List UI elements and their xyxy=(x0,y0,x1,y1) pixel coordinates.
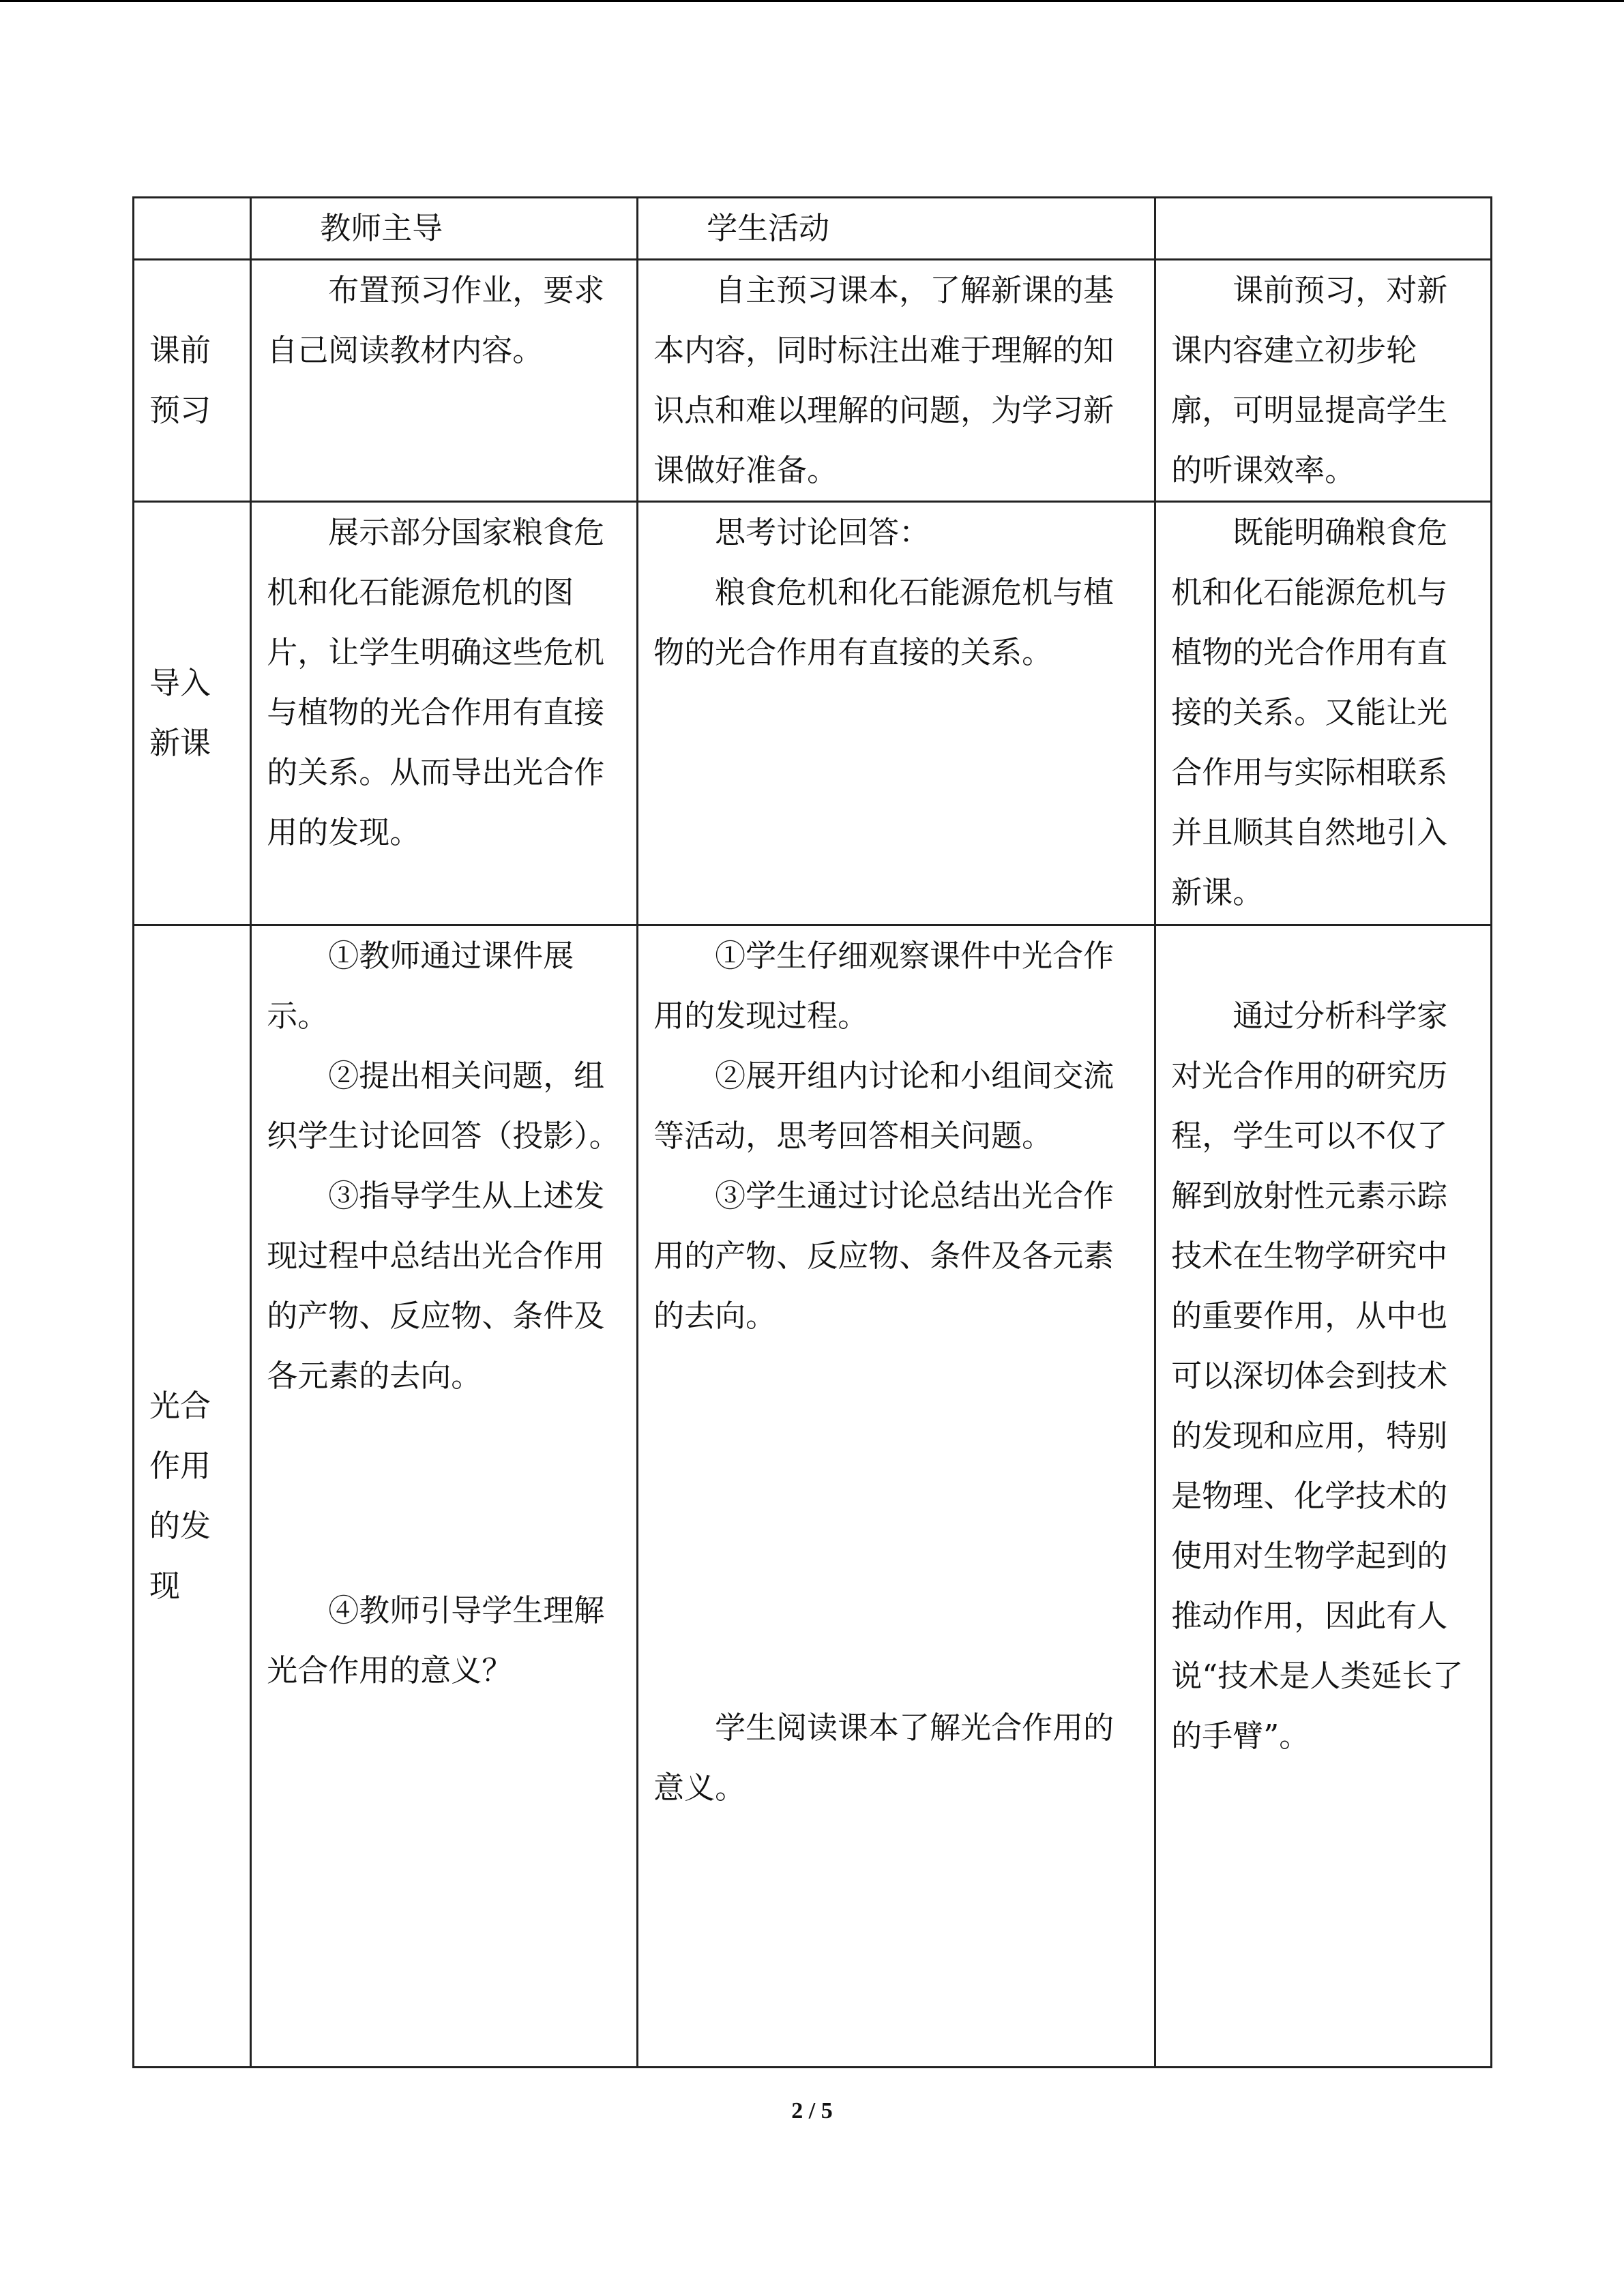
intent-cell xyxy=(1155,260,1492,502)
student-cell xyxy=(638,260,1155,502)
student-paragraph: ③学生通过讨论总结出光合作用的产物、反应物、条件及各元素的去向。 xyxy=(653,1178,1114,1334)
student-paragraph: ①学生仔细观察课件中光合作用的发现过程。 xyxy=(653,938,1114,1034)
header-intent-cell xyxy=(1155,198,1492,260)
stage-label: 光合作用的发现 xyxy=(149,1388,211,1604)
header-teacher-cell xyxy=(251,198,638,260)
table-row xyxy=(134,260,1492,502)
student-cell xyxy=(638,502,1155,925)
student-paragraph: ②展开组内讨论和小组间交流等活动，思考回答相关问题。 xyxy=(653,1058,1114,1154)
paragraph-spacer xyxy=(267,1406,623,1581)
teacher-cell xyxy=(251,260,638,502)
intent-paragraph: 课前预习，对新课内容建立初步轮廓，可明显提高学生的听课效率。 xyxy=(1171,272,1448,488)
teacher-paragraph: ①教师通过课件展示。 xyxy=(267,938,574,1034)
stage-cell xyxy=(134,925,251,2068)
header-teacher-label: 教师主导 xyxy=(320,210,443,246)
stage-cell xyxy=(134,502,251,925)
teacher-paragraph: ④教师引导学生理解光合作用的意义？ xyxy=(267,1592,605,1688)
table-row xyxy=(134,502,1492,925)
teacher-paragraph: 展示部分国家粮食危机和化石能源危机的图片，让学生明确这些危机与植物的光合作用有直接的关系。从而导出光合作用的发现。 xyxy=(267,514,605,850)
teacher-cell xyxy=(251,502,638,925)
header-stage-cell xyxy=(134,198,251,260)
lesson-plan-table xyxy=(132,196,1492,2068)
student-paragraph: 学生阅读课本了解光合作用的意义。 xyxy=(653,1710,1114,1806)
table-header-row xyxy=(134,198,1492,260)
stage-cell xyxy=(134,260,251,502)
intent-paragraph: 通过分析科学家对光合作用的研究历程，学生可以不仅了解到放射性元素示踪技术在生物学研究中的重要作用，从中也可以深切体会到技术的发现和应用，特别是物理、化学技术的使用对生物学起到的推动作用，因此有人说“技术是人类延长了的手臂”。 xyxy=(1171,998,1464,1754)
intent-cell xyxy=(1155,502,1492,925)
student-cell xyxy=(638,925,1155,2068)
student-paragraph: 思考讨论回答： xyxy=(715,514,930,550)
page-top-border xyxy=(0,0,1624,2)
table-row xyxy=(134,925,1492,2068)
stage-label: 导入新课 xyxy=(149,665,211,761)
stage-label: 课前预习 xyxy=(149,332,211,428)
student-paragraph: 自主预习课本，了解新课的基本内容，同时标注出难于理解的知识点和难以理解的问题，为学习新课做好准备。 xyxy=(653,272,1114,488)
teacher-paragraph: 布置预习作业，要求自己阅读教材内容。 xyxy=(267,272,605,368)
teacher-paragraph: ②提出相关问题，组织学生讨论回答（投影）。 xyxy=(267,1058,620,1154)
student-paragraph: 粮食危机和化石能源危机与植物的光合作用有直接的关系。 xyxy=(653,574,1114,670)
teacher-cell xyxy=(251,925,638,2068)
header-student-cell xyxy=(638,198,1155,260)
teacher-paragraph: ③指导学生从上述发现过程中总结出光合作用的产物、反应物、条件及各元素的去向。 xyxy=(267,1178,605,1394)
paragraph-spacer xyxy=(653,1346,1140,1698)
page-number: 2 / 5 xyxy=(791,2098,833,2123)
intent-cell xyxy=(1155,925,1492,2068)
intent-paragraph: 既能明确粮食危机和化石能源危机与植物的光合作用有直接的关系。又能让光合作用与实际相联系并且顺其自然地引入新课。 xyxy=(1171,514,1448,910)
header-student-label: 学生活动 xyxy=(707,210,830,246)
